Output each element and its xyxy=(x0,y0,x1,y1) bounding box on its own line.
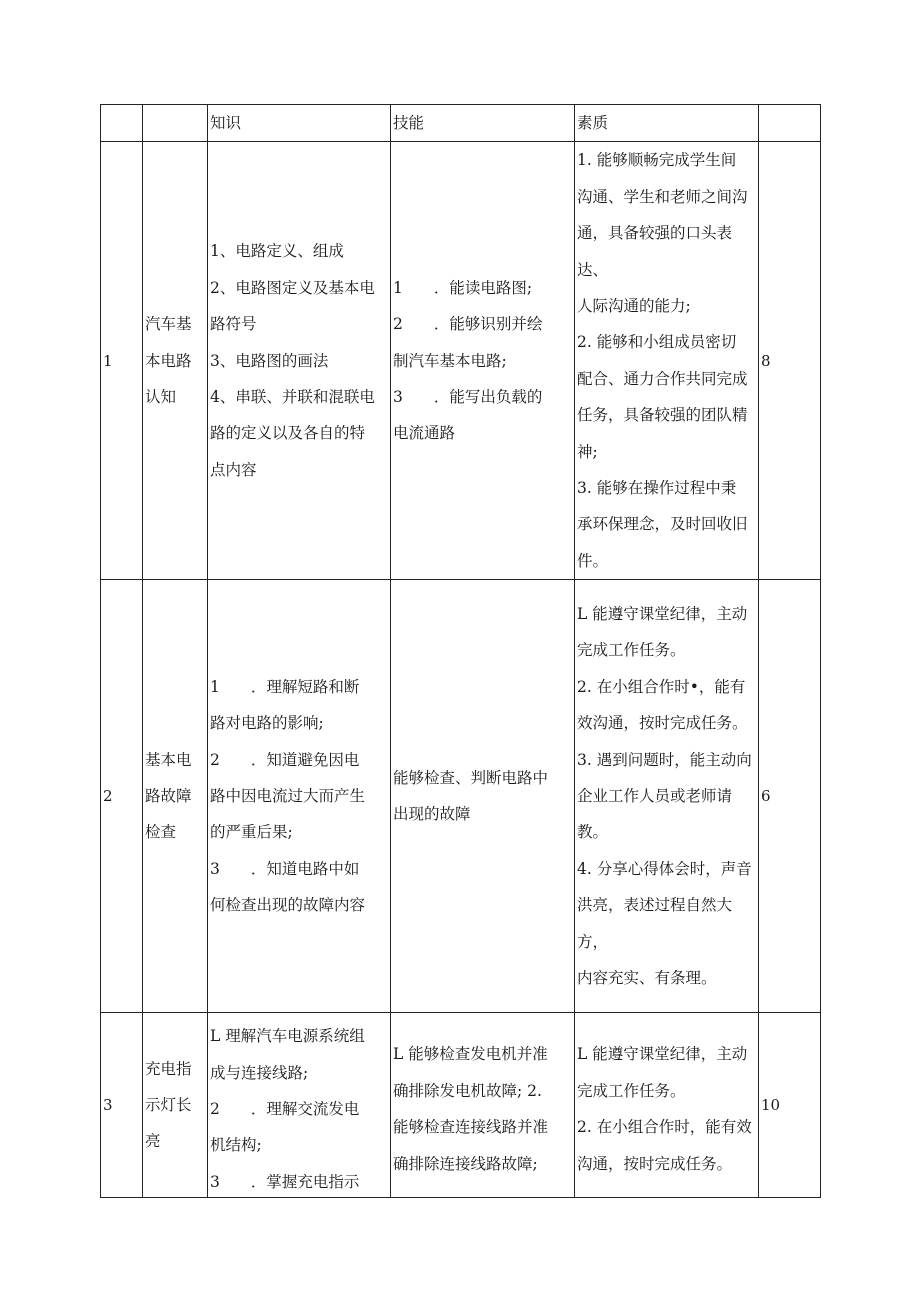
unit-name xyxy=(143,580,208,1013)
cell-lines xyxy=(577,142,758,579)
cell-line: 2. 能够和小组成员密切 xyxy=(577,333,737,352)
cell-lines xyxy=(577,596,758,996)
cell-line: 基本电 xyxy=(145,750,192,769)
hours-cell: 6 xyxy=(759,580,821,1013)
cell-line: 2. 在小组合作时•，能有 xyxy=(577,677,746,696)
cell-lines xyxy=(210,233,390,488)
course-table xyxy=(100,104,821,1198)
cell-lines xyxy=(145,306,207,415)
cell-line: 3 ．知道电路中如 xyxy=(210,859,360,878)
cell-line: 1、电路定义、组成 xyxy=(210,242,344,261)
cell-line: 能够检查连接线路并准 xyxy=(393,1118,549,1137)
header-skills: 技能 xyxy=(391,105,575,142)
cell-line: 何检查出现的故障内容 xyxy=(210,896,366,915)
cell-lines xyxy=(210,669,390,924)
header-name xyxy=(143,105,208,142)
cell-line: 2 ．能够识别并绘 xyxy=(393,315,543,334)
cell-line: 点内容 xyxy=(210,460,257,479)
cell-line: 路故障 xyxy=(145,787,192,806)
quality-cell xyxy=(575,142,759,580)
cell-line: L 能遵守课堂纪律，主动 xyxy=(577,605,748,624)
cell-line: 2 ．理解交流发电 xyxy=(210,1100,360,1119)
row-no: 1 xyxy=(101,142,143,580)
table-row xyxy=(101,580,821,1013)
cell-line: 路的定义以及各自的特 xyxy=(210,424,366,443)
cell-lines xyxy=(393,1036,574,1182)
cell-line: 通，具备较强的口头表达、 xyxy=(577,224,733,279)
cell-line: 检查 xyxy=(145,823,177,842)
cell-line: 企业工作人员或老师请 xyxy=(577,787,733,806)
header-knowledge: 知识 xyxy=(208,105,391,142)
cell-line: 3. 遇到问题时，能主动向 xyxy=(577,750,752,769)
cell-lines xyxy=(393,270,574,452)
cell-line: L 理解汽车电源系统组 xyxy=(210,1027,365,1046)
cell-line: 2. 在小组合作时，能有效 xyxy=(577,1118,752,1137)
cell-lines xyxy=(210,1018,390,1198)
cell-line: 能够检查、判断电路中 xyxy=(393,768,549,787)
cell-line: L 能遵守课堂纪律，主动 xyxy=(577,1045,748,1064)
cell-line: 成与连接线路; xyxy=(210,1063,309,1082)
unit-name xyxy=(143,142,208,580)
cell-line: 路符号 xyxy=(210,315,257,334)
knowledge-cell xyxy=(208,1013,391,1198)
quality-cell xyxy=(575,1013,759,1198)
cell-line: 认知 xyxy=(145,388,177,407)
knowledge-cell xyxy=(208,580,391,1013)
cell-line: 电流通路 xyxy=(393,424,456,443)
header-row xyxy=(101,105,821,142)
cell-line: 完成工作任务。 xyxy=(577,641,686,660)
cell-lines xyxy=(577,1036,758,1182)
table-row xyxy=(101,1013,821,1198)
cell-line: 人际沟通的能力; xyxy=(577,297,691,316)
cell-line: 3 ．能写出负载的 xyxy=(393,388,543,407)
cell-line: 教。 xyxy=(577,823,609,842)
cell-line: 制汽车基本电路; xyxy=(393,351,507,370)
row-no: 2 xyxy=(101,580,143,1013)
cell-line: 洪亮，表述过程自然大方， xyxy=(577,896,733,951)
header-quality: 素质 xyxy=(575,105,759,142)
cell-line: 承环保理念，及时回收旧 xyxy=(577,515,748,534)
cell-lines xyxy=(145,742,207,851)
cell-line: 3 ．掌握充电指示 xyxy=(210,1172,360,1191)
cell-line: 路中因电流过大而产生 xyxy=(210,787,366,806)
cell-line: 2、电路图定义及基本电 xyxy=(210,278,375,297)
quality-cell xyxy=(575,580,759,1013)
cell-line: 沟通，按时完成任务。 xyxy=(577,1154,733,1173)
cell-line: 效沟通，按时完成任务。 xyxy=(577,714,748,733)
cell-line: 2 ．知道避免因电 xyxy=(210,750,360,769)
cell-line: 件。 xyxy=(577,551,609,570)
knowledge-cell xyxy=(208,142,391,580)
unit-name xyxy=(143,1013,208,1198)
cell-line: 示灯长 xyxy=(145,1096,192,1115)
cell-line: 确排除连接线路故障; xyxy=(393,1154,538,1173)
header-hours xyxy=(759,105,821,142)
cell-line: 出现的故障 xyxy=(393,805,471,824)
cell-line: 3. 能够在操作过程中秉 xyxy=(577,479,737,498)
row-no: 3 xyxy=(101,1013,143,1198)
cell-line: 的严重后果; xyxy=(210,823,293,842)
cell-line: 配合、通力合作共同完成 xyxy=(577,369,748,388)
cell-line: 亮 xyxy=(145,1132,161,1151)
cell-lines xyxy=(393,760,574,833)
skills-cell xyxy=(391,142,575,580)
cell-line: 1. 能够顺畅完成学生间 xyxy=(577,151,737,170)
cell-line: 4、串联、并联和混联电 xyxy=(210,388,375,407)
cell-line: 4. 分享心得体会时，声音 xyxy=(577,859,752,878)
table-row xyxy=(101,142,821,580)
cell-line: 任务，具备较强的团队精 xyxy=(577,406,748,425)
skills-cell xyxy=(391,580,575,1013)
cell-lines xyxy=(145,1051,207,1160)
hours-cell: 10 xyxy=(759,1013,821,1198)
cell-line: 充电指 xyxy=(145,1059,192,1078)
cell-line: 汽车基 xyxy=(145,315,192,334)
cell-line: 本电路 xyxy=(145,351,192,370)
cell-line: 路对电路的影响; xyxy=(210,714,324,733)
header-no xyxy=(101,105,143,142)
cell-line: 内容充实、有条理。 xyxy=(577,969,717,988)
cell-line: 沟通、学生和老师之间沟 xyxy=(577,187,748,206)
cell-line: 1 ．理解短路和断 xyxy=(210,677,360,696)
cell-line: 神; xyxy=(577,442,598,461)
cell-line: 3、电路图的画法 xyxy=(210,351,329,370)
cell-line: 确排除发电机故障; 2. xyxy=(393,1081,542,1100)
cell-line: 机结构; xyxy=(210,1136,262,1155)
skills-cell xyxy=(391,1013,575,1198)
cell-line: 完成工作任务。 xyxy=(577,1081,686,1100)
cell-line: L 能够检查发电机并准 xyxy=(393,1045,548,1064)
cell-line: 1 ．能读电路图; xyxy=(393,278,533,297)
hours-cell: 8 xyxy=(759,142,821,580)
